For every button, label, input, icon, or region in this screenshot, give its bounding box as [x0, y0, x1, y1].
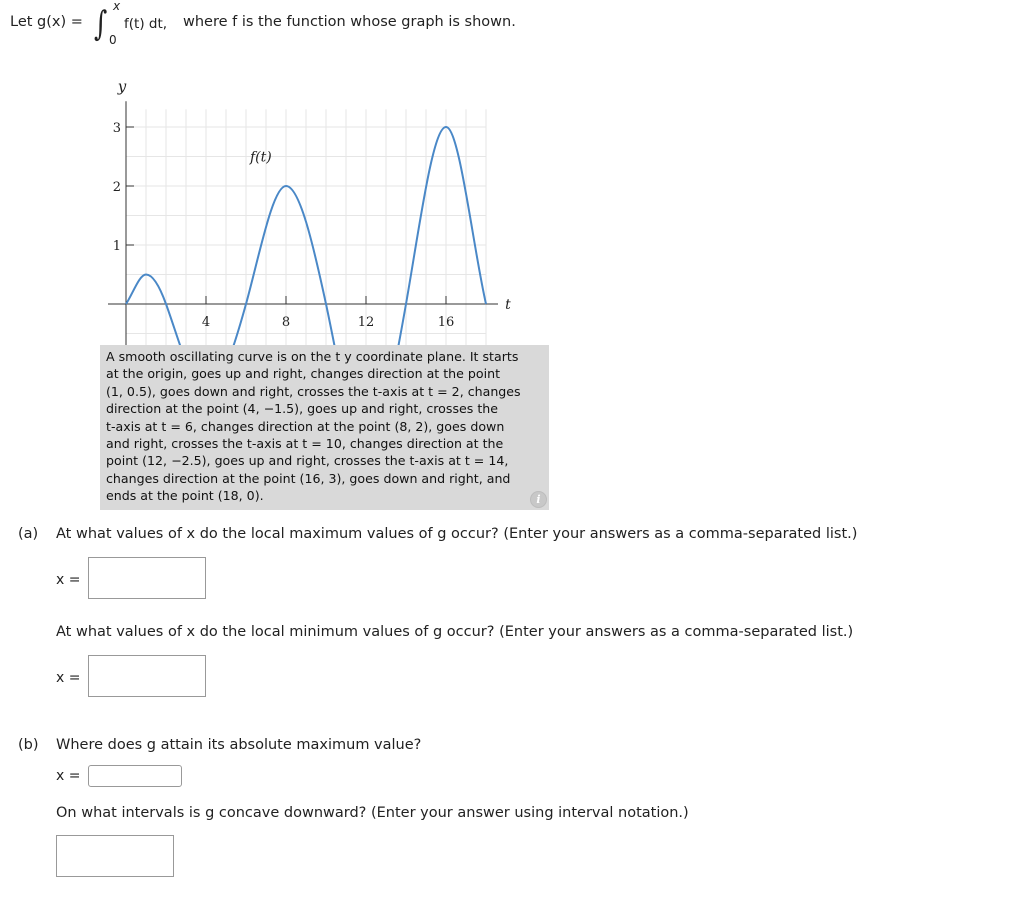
graph-labels: [117, 78, 511, 313]
intro-prefix: Let g(x) =: [10, 14, 83, 30]
description-line: ends at the point (18, 0).: [106, 488, 264, 504]
part-a-question-max: At what values of x do the local maximum values of g occur? (Enter your answers as a comma-separated list.): [56, 526, 858, 542]
description-line: point (12, −2.5), goes up and right, crosses the t-axis at t = 14,: [106, 453, 509, 469]
description-line: A smooth oscillating curve is on the t y coordinate plane. It starts: [106, 349, 519, 364]
description-line: and right, crosses the t-axis at t = 10, changes direction at the: [106, 436, 504, 452]
y-tick-label: 1: [112, 239, 121, 254]
part-a-tag: (a): [18, 526, 39, 542]
function-graph: [98, 78, 528, 348]
description-line: (1, 0.5), goes down and right, crosses the t-axis at t = 2, changes: [106, 383, 521, 399]
graph-grid: [126, 109, 486, 348]
description-line: direction at the point (4, −1.5), goes up and right, crosses the: [106, 401, 498, 417]
integrand: f(t) dt,: [124, 16, 168, 32]
answer-label-max: x =: [56, 572, 81, 588]
answer-label-min: x =: [56, 670, 81, 686]
integral-lower-limit: 0: [109, 33, 117, 47]
local-min-answer-input[interactable]: [88, 655, 206, 697]
part-b-tag: (b): [18, 737, 39, 753]
y-axis-label: y: [117, 78, 127, 96]
description-line: at the origin, goes up and right, changes direction at the point: [106, 366, 501, 382]
local-max-answer-input[interactable]: [88, 557, 206, 599]
description-line: t-axis at t = 6, changes direction at the point (8, 2), goes down: [106, 418, 505, 434]
x-tick-label: 4: [201, 315, 211, 330]
y-tick-label: 2: [112, 180, 121, 195]
part-b-question-absmax: Where does g attain its absolute maximum value?: [56, 737, 422, 753]
x-tick-label: 16: [437, 315, 455, 330]
x-tick-label: 12: [357, 315, 375, 330]
x-axis-label: t: [505, 297, 511, 313]
y-tick-label: 3: [112, 121, 121, 136]
info-icon[interactable]: i: [530, 491, 547, 508]
concave-down-answer-input[interactable]: [56, 835, 174, 877]
description-line: changes direction at the point (16, 3), goes down and right, and: [106, 470, 511, 486]
x-tick-label: 8: [281, 315, 291, 330]
problem-statement: [10, 0, 710, 50]
part-b-question-concave: On what intervals is g concave downward? (Enter your answer using interval notation.): [56, 805, 689, 821]
answer-label-absmax: x =: [56, 768, 81, 784]
integral-sign: ∫: [94, 4, 108, 44]
graph-description: [100, 345, 549, 510]
intro-suffix: where f is the function whose graph is shown.: [183, 14, 516, 30]
part-a-question-min: At what values of x do the local minimum values of g occur? (Enter your answers as a comma-separated list.): [56, 624, 854, 640]
integral-upper-limit: x: [113, 0, 121, 13]
curve-label: f(t): [250, 149, 272, 166]
absolute-max-answer-input[interactable]: [88, 765, 182, 787]
